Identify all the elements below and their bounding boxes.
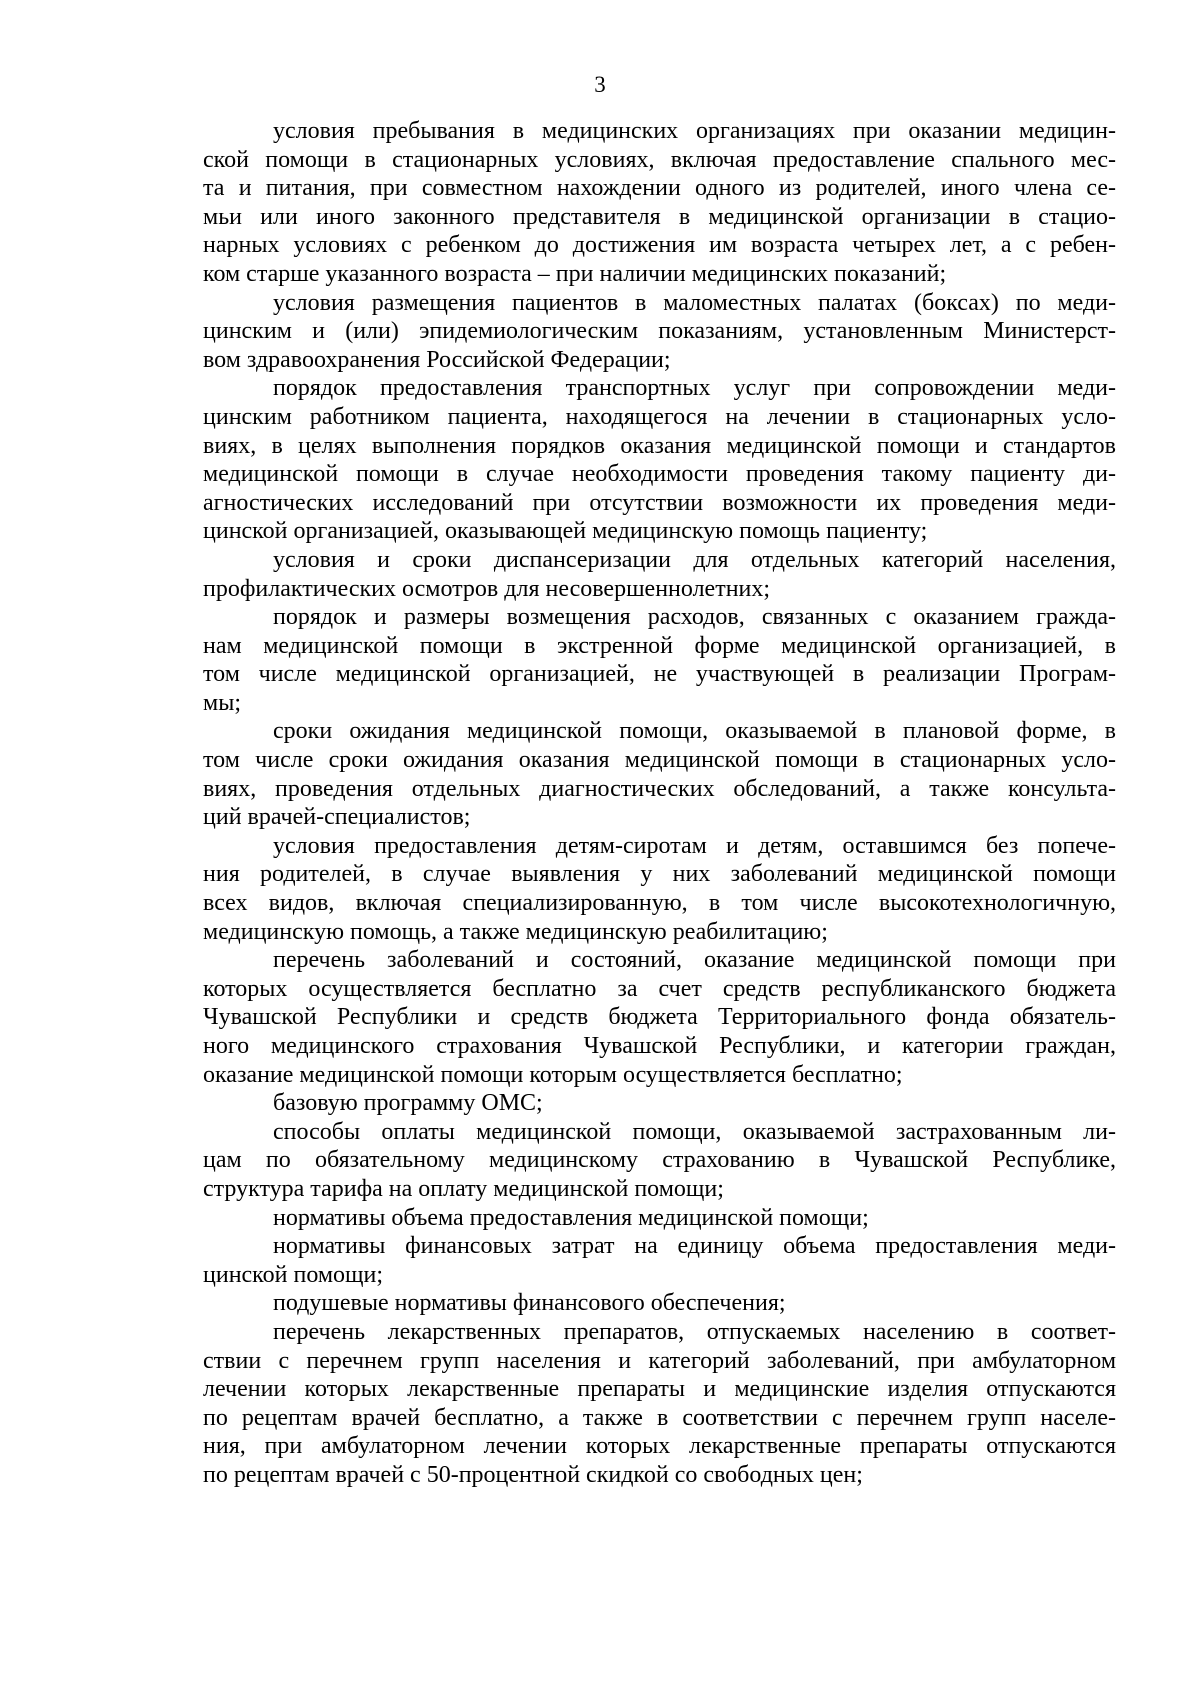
- page-number: 3: [594, 72, 606, 97]
- paragraph: [203, 717, 1116, 831]
- text-line: лечении которых лекарственные препараты и медицинские изделия отпускаются: [203, 1376, 1116, 1403]
- paragraph: [203, 289, 1116, 375]
- text-line: сроки ожидания медицинской помощи, оказываемой в плановой форме, в: [273, 718, 1116, 745]
- text-line: оказание медицинской помощи которым осуществляется бесплатно;: [203, 1061, 903, 1088]
- text-line: по рецептам врачей бесплатно, а также в соответствии с перечнем групп населе-: [203, 1404, 1116, 1431]
- text-line: Чувашской Республики и средств бюджета Территориального фонда обязатель-: [203, 1004, 1116, 1031]
- text-line: условия предоставления детям-сиротам и детям, оставшимся без попече-: [273, 832, 1116, 859]
- text-line: цинской организацией, оказывающей медицинскую помощь пациенту;: [203, 518, 928, 545]
- paragraph: [203, 1118, 1116, 1204]
- text-line: медицинской помощи в случае необходимости проведения такому пациенту ди-: [203, 461, 1116, 488]
- text-line: нарных условиях с ребенком до достижения им возраста четырех лет, а с ребен-: [203, 232, 1116, 259]
- text-line: нормативы объема предоставления медицинской помощи;: [273, 1204, 869, 1231]
- text-line: ствии с перечнем групп населения и категорий заболеваний, при амбулаторном: [203, 1347, 1116, 1374]
- text-line: ком старше указанного возраста – при наличии медицинских показаний;: [203, 260, 947, 287]
- text-line: порядок и размеры возмещения расходов, связанных с оказанием гражда-: [273, 604, 1116, 631]
- text-line: всех видов, включая специализированную, в том числе высокотехнологичную,: [203, 890, 1116, 917]
- text-line: подушевые нормативы финансового обеспечения;: [273, 1290, 786, 1317]
- text-line: виях, в целях выполнения порядков оказания медицинской помощи и стандартов: [203, 432, 1116, 459]
- text-line: условия размещения пациентов в маломестных палатах (боксах) по меди-: [273, 289, 1116, 316]
- paragraph: [203, 832, 1116, 946]
- text-line: цинским и (или) эпидемиологическим показаниям, установленным Министерст-: [203, 318, 1116, 345]
- text-line: виях, проведения отдельных диагностических обследований, а также консульта-: [203, 775, 1116, 802]
- text-line: структура тарифа на оплату медицинской помощи;: [203, 1175, 724, 1202]
- paragraph: [203, 374, 1116, 546]
- paragraph: [203, 1289, 1116, 1318]
- text-line: условия и сроки диспансеризации для отдельных категорий населения,: [273, 546, 1116, 573]
- document-body: [203, 117, 1116, 1490]
- text-line: та и питания, при совместном нахождении одного из родителей, иного члена се-: [203, 175, 1116, 202]
- paragraph: [203, 603, 1116, 717]
- text-line: перечень лекарственных препаратов, отпускаемых населению в соответ-: [273, 1318, 1116, 1345]
- text-line: перечень заболеваний и состояний, оказание медицинской помощи при: [273, 947, 1116, 974]
- text-line: ций врачей-специалистов;: [203, 804, 471, 831]
- text-line: ской помощи в стационарных условиях, включая предоставление спального мес-: [203, 146, 1116, 173]
- text-line: том числе сроки ожидания оказания медицинской помощи в стационарных усло-: [203, 747, 1116, 774]
- text-line: нам медицинской помощи в экстренной форме медицинской организацией, в: [203, 632, 1116, 659]
- text-line: базовую программу ОМС;: [273, 1090, 543, 1117]
- text-line: агностических исследований при отсутствии возможности их проведения меди-: [203, 489, 1116, 516]
- paragraph: [203, 1232, 1116, 1289]
- text-line: том числе медицинской организацией, не участвующей в реализации Програм-: [203, 661, 1116, 688]
- paragraph: [203, 1089, 1116, 1118]
- text-line: ного медицинского страхования Чувашской Республики, и категории граждан,: [203, 1033, 1116, 1059]
- text-line: которых осуществляется бесплатно за счет средств республиканского бюджета: [203, 975, 1116, 1002]
- text-line: мьи или иного законного представителя в медицинской организации в стацио-: [203, 203, 1116, 230]
- text-line: по рецептам врачей с 50-процентной скидкой со свободных цен;: [203, 1461, 863, 1488]
- text-line: цинским работником пациента, находящегося на лечении в стационарных усло-: [203, 403, 1116, 430]
- text-line: условия пребывания в медицинских организациях при оказании медицин-: [273, 118, 1116, 144]
- paragraph: [203, 1318, 1116, 1490]
- text-line: порядок предоставления транспортных услуг при сопровождении меди-: [273, 375, 1116, 402]
- paragraph: [203, 946, 1116, 1089]
- text-line: профилактических осмотров для несовершеннолетних;: [203, 575, 771, 602]
- text-line: вом здравоохранения Российской Федерации;: [203, 346, 671, 373]
- text-line: нормативы финансовых затрат на единицу объема предоставления меди-: [273, 1233, 1116, 1260]
- paragraph: [203, 117, 1116, 289]
- text-line: мы;: [203, 689, 241, 716]
- text-line: цам по обязательному медицинскому страхованию в Чувашской Республике,: [203, 1147, 1116, 1174]
- text-line: медицинскую помощь, а также медицинскую реабилитацию;: [203, 918, 828, 945]
- text-line: ния, при амбулаторном лечении которых лекарственные препараты отпускаются: [203, 1433, 1116, 1460]
- text-line: цинской помощи;: [203, 1261, 384, 1288]
- paragraph: [203, 546, 1116, 603]
- text-line: способы оплаты медицинской помощи, оказываемой застрахованным ли-: [273, 1118, 1116, 1145]
- text-line: ния родителей, в случае выявления у них заболеваний медицинской помощи: [203, 861, 1116, 888]
- paragraph: [203, 1204, 1116, 1233]
